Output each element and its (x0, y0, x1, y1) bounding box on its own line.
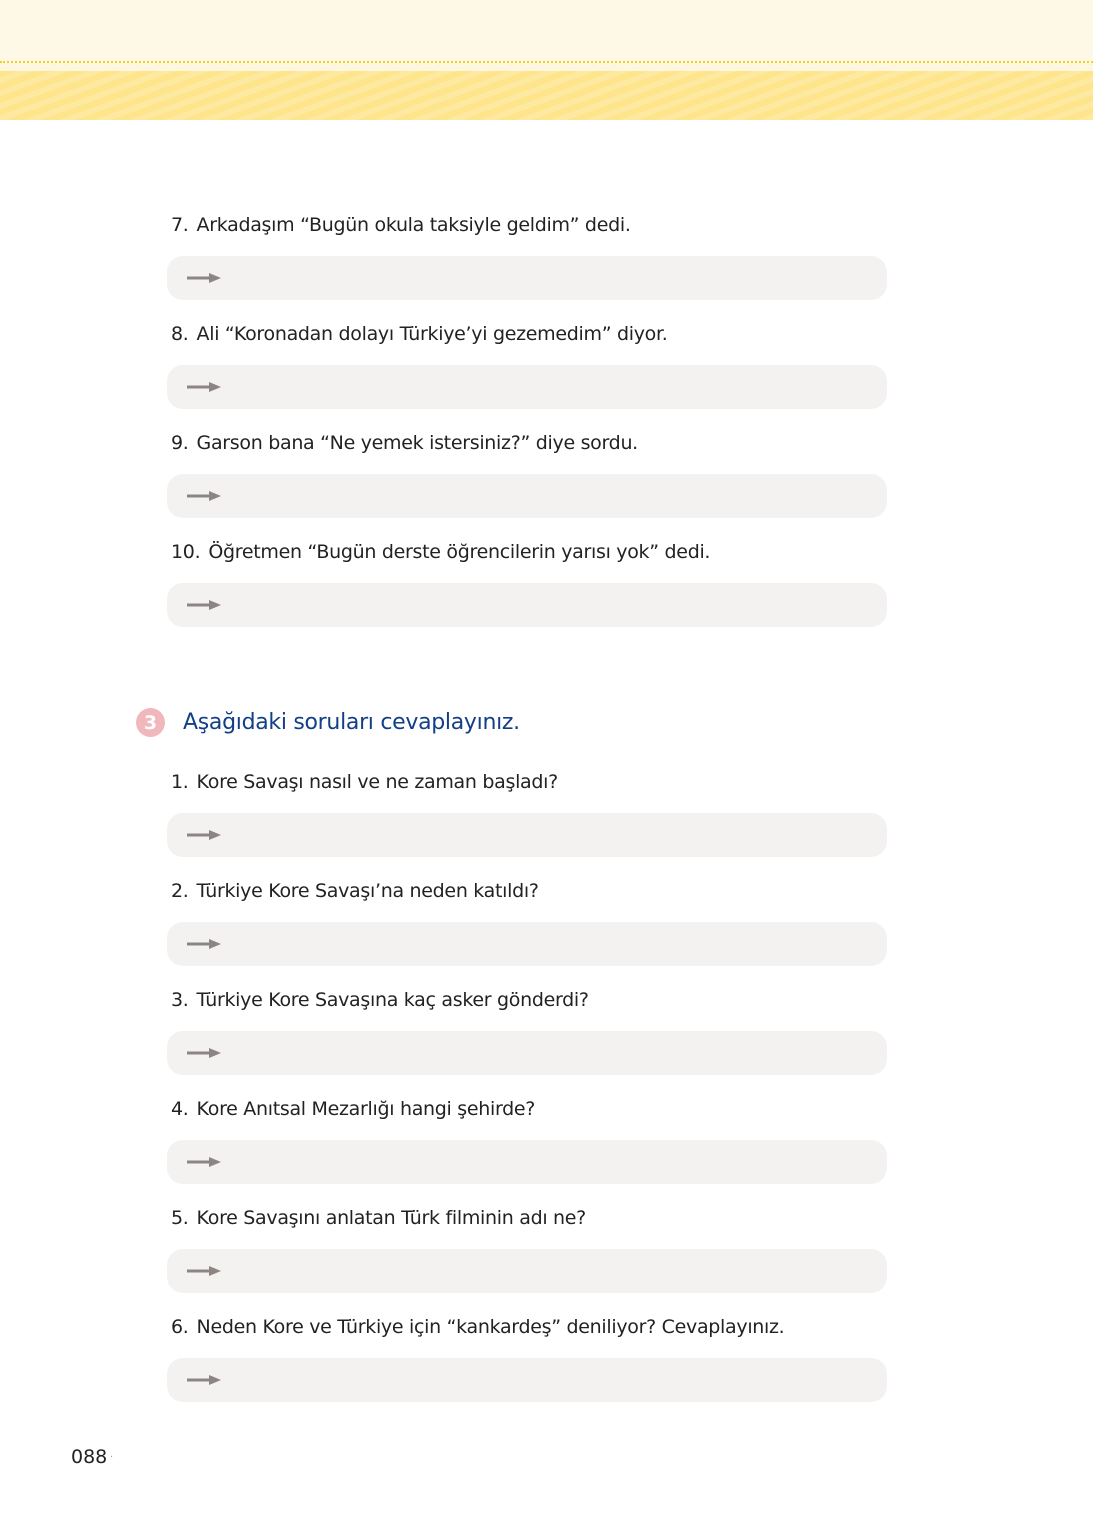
question (171, 214, 631, 236)
question-number: 1. (171, 771, 189, 793)
answer-field[interactable] (167, 1031, 887, 1075)
question (171, 323, 668, 345)
question-number: 5. (171, 1207, 189, 1229)
question (171, 1316, 784, 1338)
arrow-right-icon (187, 599, 221, 611)
question-text: Kore Savaşı nasıl ve ne zaman başladı? (196, 771, 558, 793)
arrow-right-icon (187, 829, 221, 841)
question-number: 8. (171, 323, 189, 345)
question (171, 989, 589, 1011)
arrow-right-icon (187, 1265, 221, 1277)
arrow-right-icon (187, 381, 221, 393)
question-text: Öğretmen “Bugün derste öğrencilerin yarısı yok” dedi. (208, 541, 711, 563)
question-text: Türkiye Kore Savaşına kaç asker gönderdi? (196, 989, 589, 1011)
question-text: Garson bana “Ne yemek istersiniz?” diye sordu. (196, 432, 638, 454)
arrow-right-icon (187, 938, 221, 950)
question-text: Kore Savaşını anlatan Türk filminin adı ne? (196, 1207, 586, 1229)
answer-field[interactable] (167, 256, 887, 300)
answer-field[interactable] (167, 922, 887, 966)
section-3-heading (136, 708, 520, 737)
arrow-right-icon (187, 272, 221, 284)
question (171, 541, 710, 563)
question-number: 9. (171, 432, 189, 454)
section-number-badge: 3 (136, 708, 165, 737)
question-number: 7. (171, 214, 189, 236)
question (171, 1098, 535, 1120)
section-title: Aşağıdaki soruları cevaplayınız. (183, 710, 520, 735)
answer-field[interactable] (167, 1140, 887, 1184)
question (171, 1207, 586, 1229)
question (171, 432, 638, 454)
header-gap (0, 63, 1093, 71)
question-text: Kore Anıtsal Mezarlığı hangi şehirde? (196, 1098, 536, 1120)
header-stripe (0, 71, 1093, 120)
page-number-separator: · (110, 1452, 114, 1463)
question (171, 771, 558, 793)
answer-field[interactable] (167, 813, 887, 857)
question-text: Arkadaşım “Bugün okula taksiyle geldim” dedi. (196, 214, 631, 236)
answer-field[interactable] (167, 474, 887, 518)
question-number: 6. (171, 1316, 189, 1338)
question-text: Türkiye Kore Savaşı’na neden katıldı? (196, 880, 539, 902)
arrow-right-icon (187, 1156, 221, 1168)
answer-field[interactable] (167, 1249, 887, 1293)
arrow-right-icon (187, 1047, 221, 1059)
question (171, 880, 539, 902)
answer-field[interactable] (167, 1358, 887, 1402)
arrow-right-icon (187, 490, 221, 502)
question-number: 10. (171, 541, 201, 563)
question-text: Ali “Koronadan dolayı Türkiye’yi gezemedim” diyor. (196, 323, 668, 345)
question-number: 3. (171, 989, 189, 1011)
question-text: Neden Kore ve Türkiye için “kankardeş” deniliyor? Cevaplayınız. (196, 1316, 785, 1338)
page-number: 088 (71, 1446, 108, 1468)
arrow-right-icon (187, 1374, 221, 1386)
header-band (0, 0, 1093, 62)
question-number: 4. (171, 1098, 189, 1120)
answer-field[interactable] (167, 365, 887, 409)
question-number: 2. (171, 880, 189, 902)
answer-field[interactable] (167, 583, 887, 627)
